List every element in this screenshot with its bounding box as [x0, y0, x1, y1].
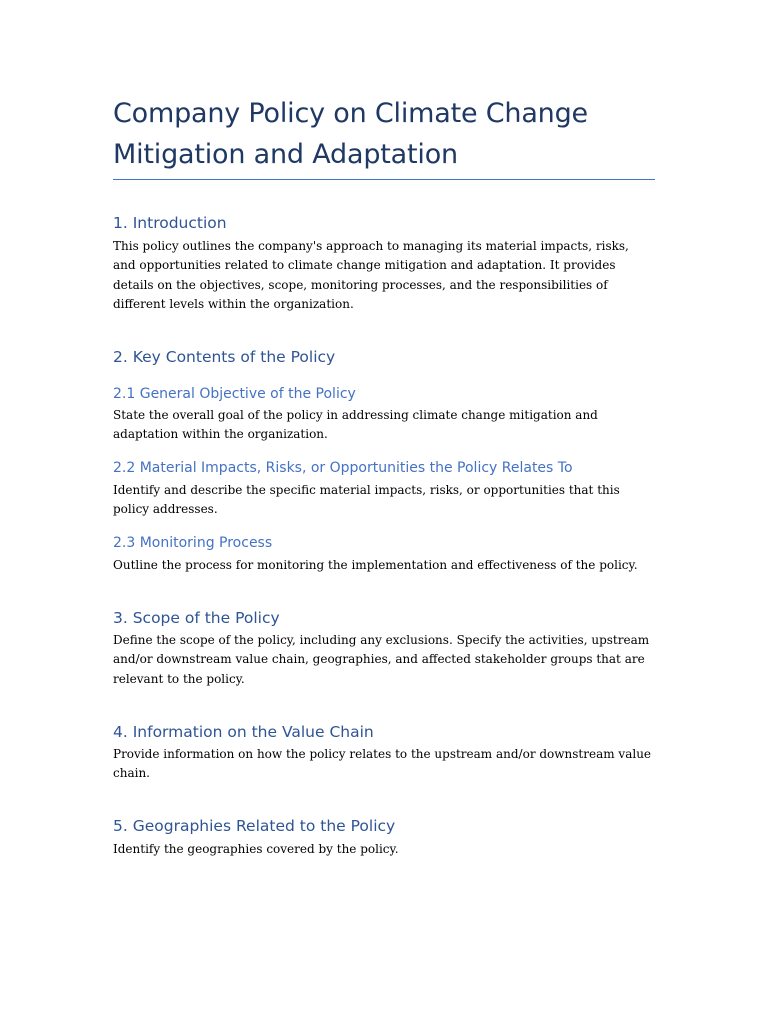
heading-general-objective: 2.1 General Objective of the Policy	[113, 386, 356, 402]
monitoring-process-paragraph: Outline the process for monitoring the implementation and effectiveness of the policy.	[113, 558, 638, 572]
scope-paragraph: Define the scope of the policy, including any exclusions. Specify the activities, upstream and/or downstream value chain, geographies, and affected stakeholder groups that are relevant to the policy.	[113, 633, 650, 686]
general-objective-paragraph: State the overall goal of the policy in addressing climate change mitigation and adaptation within the organization.	[113, 408, 598, 442]
heading-key-contents: 2. Key Contents of the Policy	[113, 348, 336, 366]
heading-material-impacts: 2.2 Material Impacts, Risks, or Opportunities the Policy Relates To	[113, 460, 573, 476]
heading-monitoring-process: 2.3 Monitoring Process	[113, 535, 273, 551]
heading-scope: 3. Scope of the Policy	[113, 609, 280, 627]
document-title: Company Policy on Climate Change Mitigation and Adaptation	[113, 98, 588, 170]
material-impacts-paragraph: Identify and describe the specific material impacts, risks, or opportunities that this policy addresses.	[113, 483, 620, 517]
heading-geographies: 5. Geographies Related to the Policy	[113, 817, 396, 835]
heading-value-chain: 4. Information on the Value Chain	[113, 723, 374, 741]
heading-introduction: 1. Introduction	[113, 214, 227, 232]
geographies-paragraph: Identify the geographies covered by the policy.	[113, 842, 399, 856]
introduction-paragraph: This policy outlines the company's approach to managing its material impacts, risks, and opportunities related to climate change mitigation and adaptation. It provides details on the objectives, scope, monitoring processes, and the responsibilities of different levels within the organization.	[113, 239, 629, 311]
value-chain-paragraph: Provide information on how the policy relates to the upstream and/or downstream value chain.	[113, 747, 652, 781]
title-underline-rule	[113, 179, 655, 180]
